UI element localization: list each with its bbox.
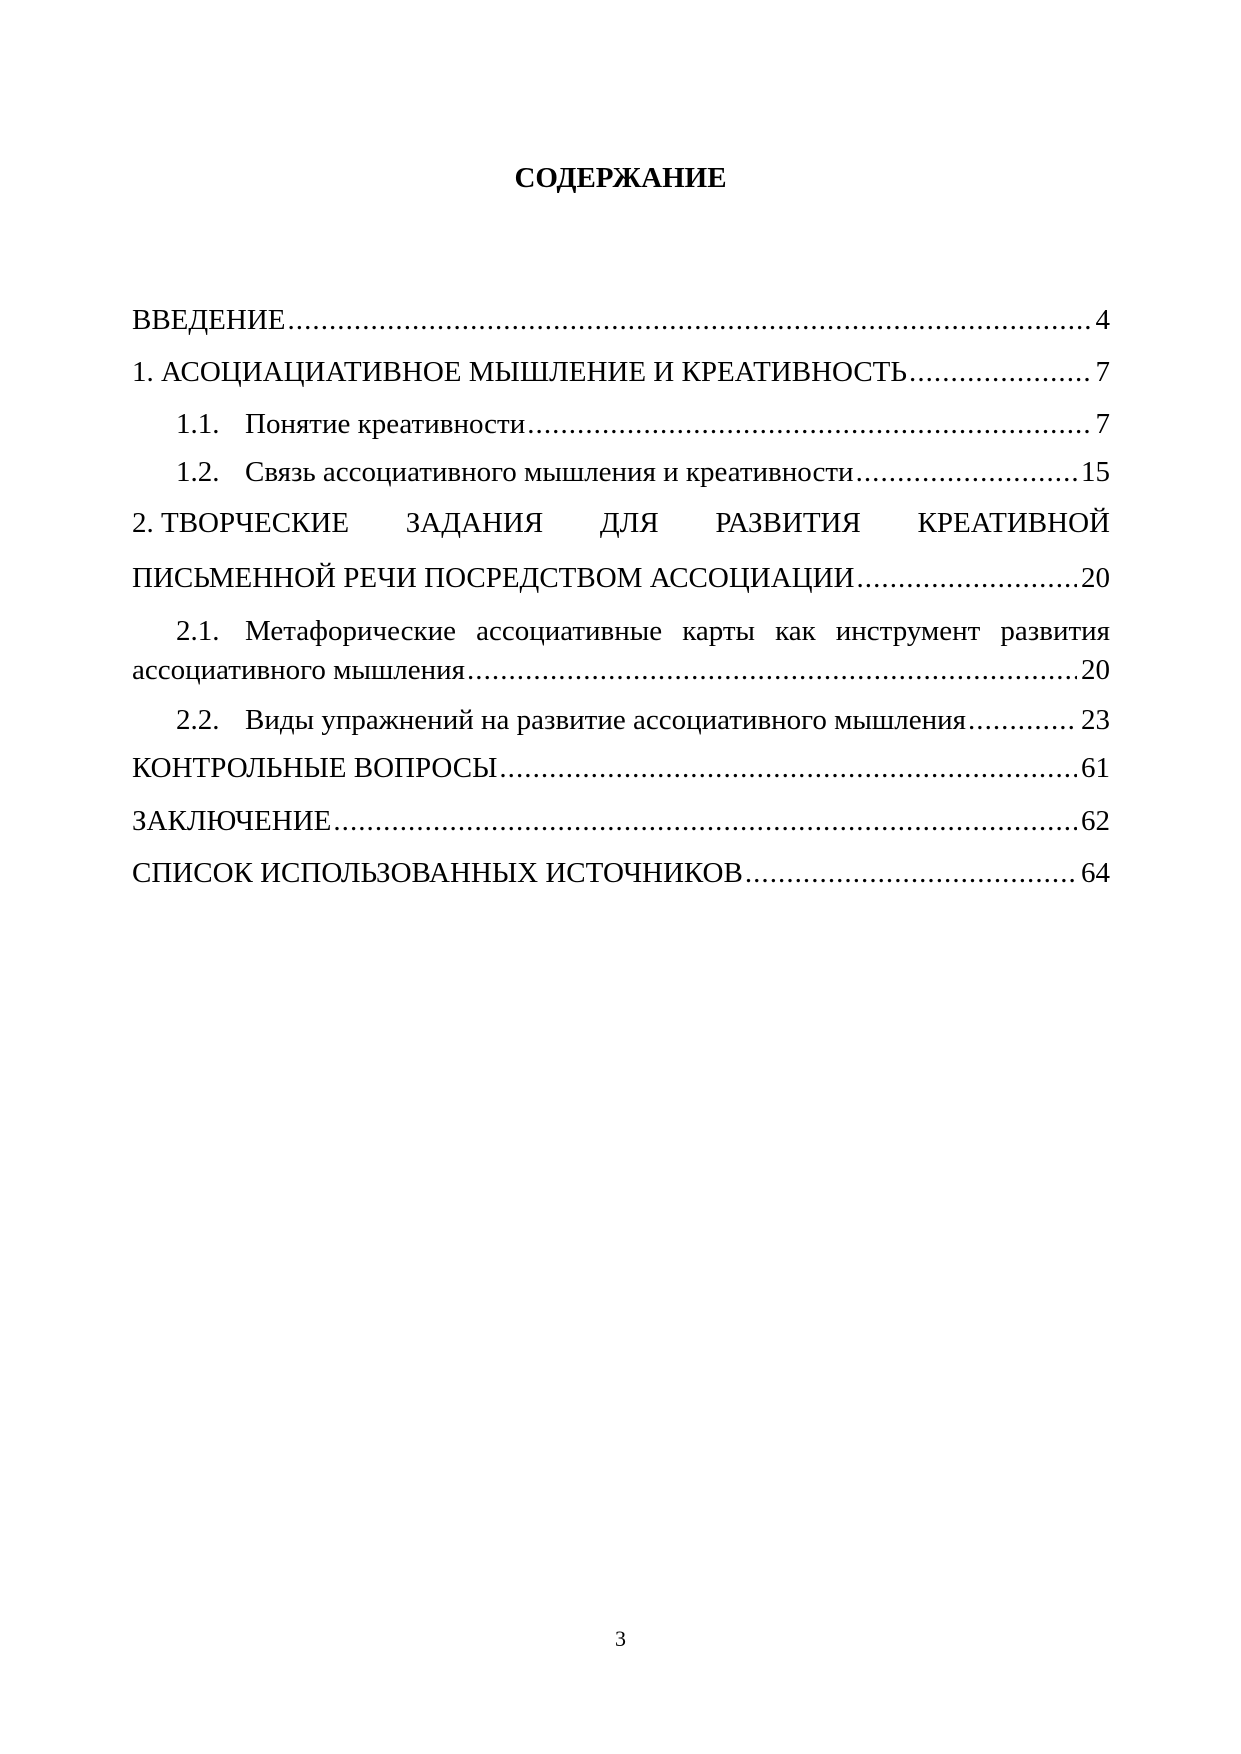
- toc-entry-chapter-1[interactable]: [132, 352, 1110, 392]
- toc-entry-intro[interactable]: [132, 300, 1110, 340]
- dot-leader: [527, 404, 1091, 444]
- toc-word: 2. ТВОРЧЕСКИЕ: [132, 507, 350, 539]
- toc-page-number: 64: [1081, 857, 1110, 889]
- toc-page-number: 7: [1095, 356, 1110, 388]
- toc-word: ДЛЯ: [599, 507, 659, 539]
- toc-entry-text: СПИСОК ИСПОЛЬЗОВАННЫХ ИСТОЧНИКОВ: [132, 857, 743, 889]
- toc-word: РАЗВИТИЯ: [715, 507, 861, 539]
- toc-section-number: 1.1.: [176, 408, 220, 440]
- toc-entry-section-2-2[interactable]: [132, 700, 1110, 740]
- toc-entry-line: [132, 650, 1110, 690]
- dot-leader: [968, 700, 1077, 740]
- toc-page-number: 7: [1095, 408, 1110, 440]
- toc-entry-text: Понятие креативности: [245, 408, 526, 440]
- toc-page-number: 62: [1081, 805, 1110, 837]
- toc-page-number: 23: [1081, 704, 1110, 736]
- dot-leader: [288, 300, 1092, 340]
- toc-entry-text: ВВЕДЕНИЕ: [132, 304, 286, 336]
- dot-leader: [499, 748, 1077, 788]
- toc-entry-section-1-2[interactable]: [132, 452, 1110, 492]
- toc-entry-conclusion[interactable]: [132, 801, 1110, 841]
- toc-page-number: 20: [1081, 562, 1110, 594]
- toc-entry-text: Связь ассоциативного мышления и креативности: [245, 456, 854, 488]
- toc-page-number: 4: [1095, 304, 1110, 336]
- toc-entry-text: ЗАКЛЮЧЕНИЕ: [132, 805, 332, 837]
- toc-page-number: 15: [1081, 456, 1110, 488]
- toc-entry-line: [132, 503, 1110, 543]
- dot-leader: [909, 352, 1091, 392]
- toc-section-number: 2.1.: [176, 615, 220, 647]
- toc-entry-text: КОНТРОЛЬНЫЕ ВОПРОСЫ: [132, 752, 498, 784]
- dot-leader: [856, 452, 1077, 492]
- dot-leader: [467, 650, 1077, 690]
- toc-word: ЗАДАНИЯ: [405, 507, 544, 539]
- toc-entry-text: 1. АСОЦИАЦИАТИВНОЕ МЫШЛЕНИЕ И КРЕАТИВНОСТЬ: [132, 356, 908, 388]
- toc-entry-section-1-1[interactable]: [132, 404, 1110, 444]
- toc-entry-text: ассоциативного мышления: [132, 654, 465, 686]
- dot-leader: [333, 801, 1077, 841]
- toc-entry-line: [132, 611, 1110, 651]
- toc-entry-line: [132, 558, 1110, 598]
- dot-leader: [857, 558, 1078, 598]
- toc-section-number: 2.2.: [176, 704, 220, 736]
- toc-word: КРЕАТИВНОЙ: [917, 507, 1110, 539]
- page-number: 3: [615, 1626, 626, 1651]
- toc-entry-sources[interactable]: [132, 853, 1110, 893]
- dot-leader: [745, 853, 1077, 893]
- toc-page-number: 61: [1081, 752, 1110, 784]
- toc-section-number: 1.2.: [176, 456, 220, 488]
- toc-entry-text: Виды упражнений на развитие ассоциативного мышления: [245, 704, 966, 736]
- page-title: СОДЕРЖАНИЕ: [514, 162, 727, 194]
- toc-entry-text: Метафорические ассоциативные карты как инструмент развития: [245, 615, 1110, 647]
- toc-entry-text: ПИСЬМЕННОЙ РЕЧИ ПОСРЕДСТВОМ АССОЦИАЦИИ: [132, 562, 855, 594]
- toc-entry-questions[interactable]: [132, 748, 1110, 788]
- toc-page-number: 20: [1081, 654, 1110, 686]
